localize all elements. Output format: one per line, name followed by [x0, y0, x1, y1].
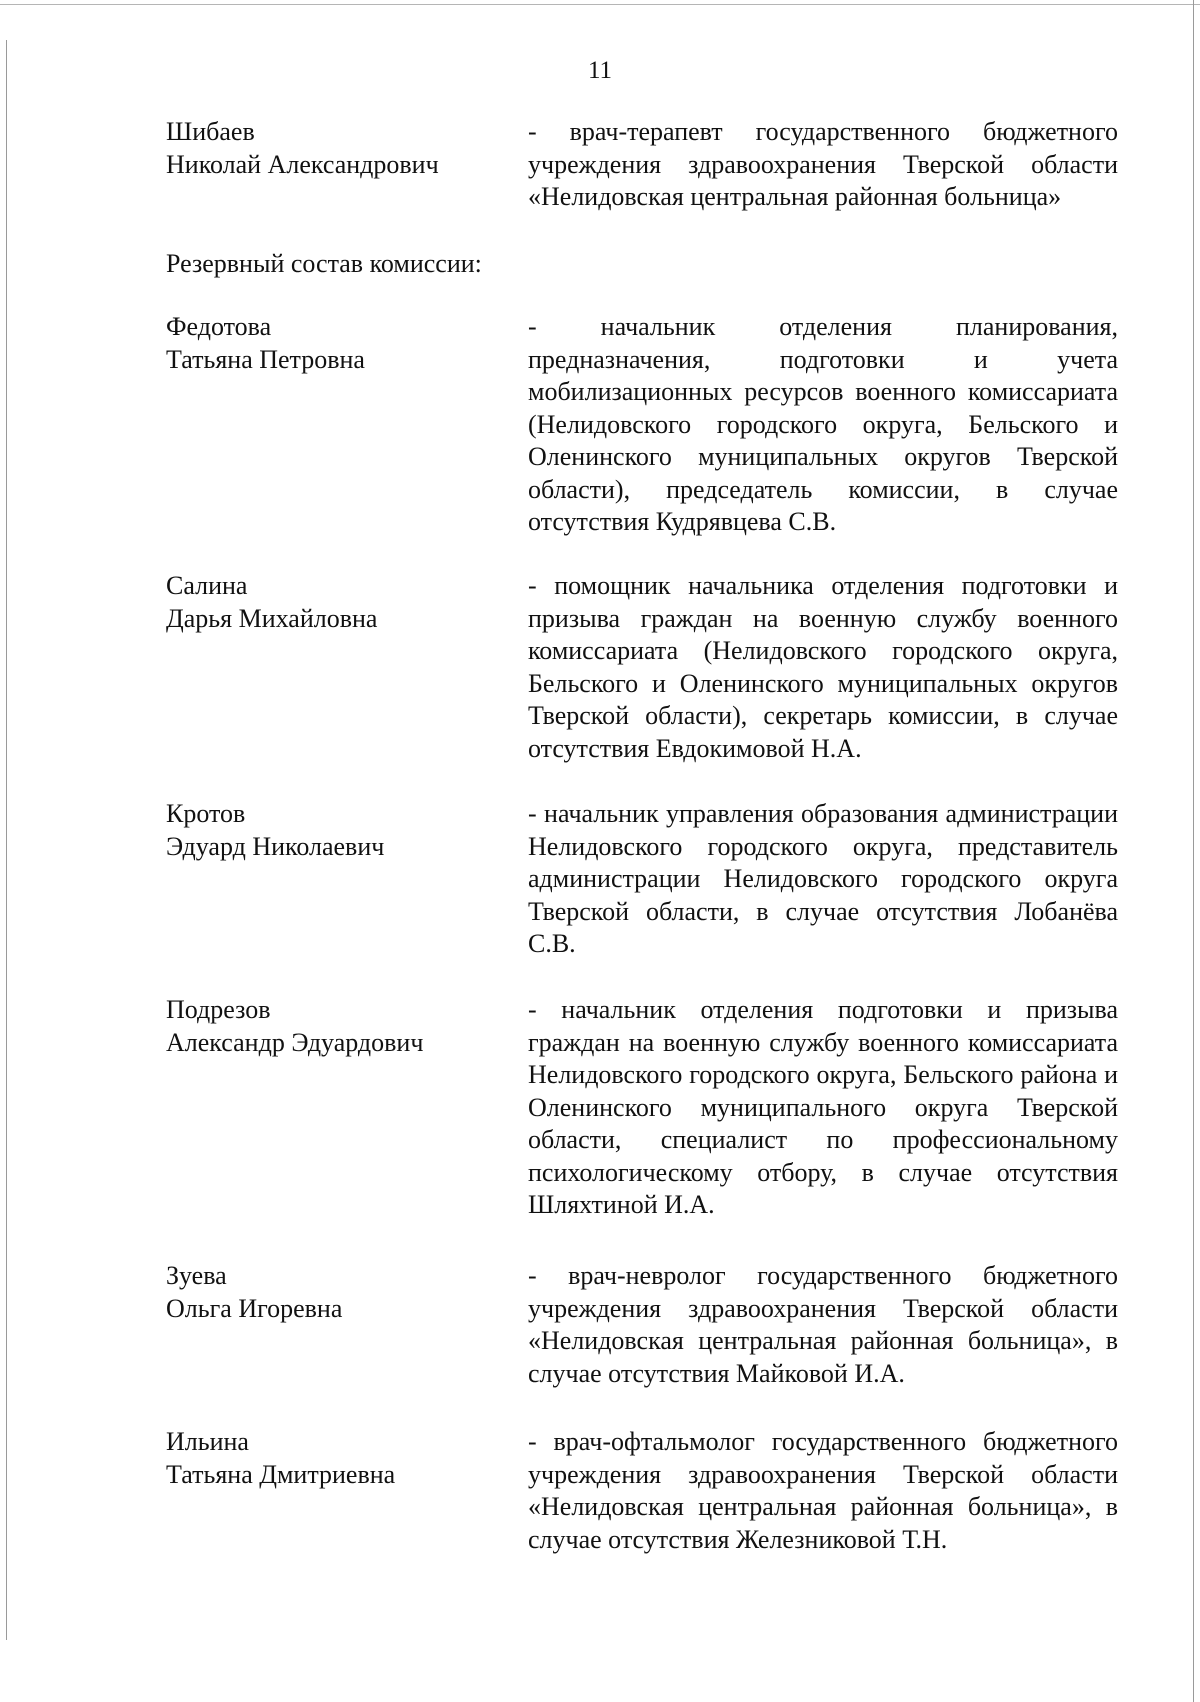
member-given-names: Татьяна Дмитриевна: [166, 1459, 396, 1489]
page-number: 11: [587, 57, 613, 84]
member-name: [166, 994, 516, 1059]
scan-edge-top: [0, 4, 1200, 5]
member-name: [166, 570, 516, 635]
member-name: [166, 311, 516, 376]
member-role: - помощник начальника отделения подготовки и призыва граждан на военную службу военного комиссариата (Нелидовского городского округа, Бельского и Оленинского муниципальных округов Тверской области), секретарь комиссии, в случае отсутствия Евдокимовой Н.А.: [528, 571, 1118, 763]
member-given-names: Ольга Игоревна: [166, 1293, 343, 1323]
member-surname: Подрезов: [166, 995, 271, 1024]
member-role: - начальник отделения подготовки и призыва граждан на военную службу военного комиссариата Нелидовского городского округа, Бельского района и Оленинского муниципального округа Тверской области, специалист по профессиональному психологическому отбору, в случае отсутствия Шляхтиной И.А.: [528, 995, 1118, 1219]
reserve-heading: Резервный состав комиссии:: [166, 249, 482, 278]
member-given-names: Эдуард Николаевич: [166, 831, 385, 861]
member-role: - врач-невролог государственного бюджетного учреждения здравоохранения Тверской области «Нелидовская центральная районная больница», в случае отсутствия Майковой И.А.: [528, 1261, 1118, 1388]
member-name: [166, 798, 516, 863]
member-surname: Ильина: [166, 1427, 249, 1456]
member-given-names: Николай Александрович: [166, 149, 439, 179]
member-role: - начальник отделения планирования, предназначения, подготовки и учета мобилизационных ресурсов военного комиссариата (Нелидовского городского округа, Бельского и Оленинского муниципальных округов Тверской области), председатель комиссии, в случае отсутствия Кудрявцева С.В.: [528, 312, 1118, 536]
member-name: [166, 1260, 516, 1325]
member-surname: Кротов: [166, 799, 246, 828]
member-given-names: Александр Эдуардович: [166, 1027, 424, 1057]
member-given-names: Дарья Михайловна: [166, 603, 378, 633]
member-name: [166, 116, 516, 181]
member-surname: Салина: [166, 571, 248, 600]
member-role: - врач-офтальмолог государственного бюджетного учреждения здравоохранения Тверской области «Нелидовская центральная районная больница», в случае отсутствия Железниковой Т.Н.: [528, 1427, 1118, 1554]
member-name: [166, 1426, 516, 1491]
member-surname: Федотова: [166, 312, 272, 341]
member-role: - врач-терапевт государственного бюджетного учреждения здравоохранения Тверской области «Нелидовская центральная районная больница»: [528, 117, 1118, 211]
scan-edge-left: [6, 40, 7, 1640]
scan-edge-right: [1193, 0, 1194, 1702]
member-surname: Зуева: [166, 1261, 227, 1290]
member-surname: Шибаев: [166, 117, 255, 146]
member-role: - начальник управления образования администрации Нелидовского городского округа, представитель администрации Нелидовского городского округа Тверской области, в случае отсутствия Лобанёва С.В.: [528, 799, 1118, 958]
member-given-names: Татьяна Петровна: [166, 344, 365, 374]
